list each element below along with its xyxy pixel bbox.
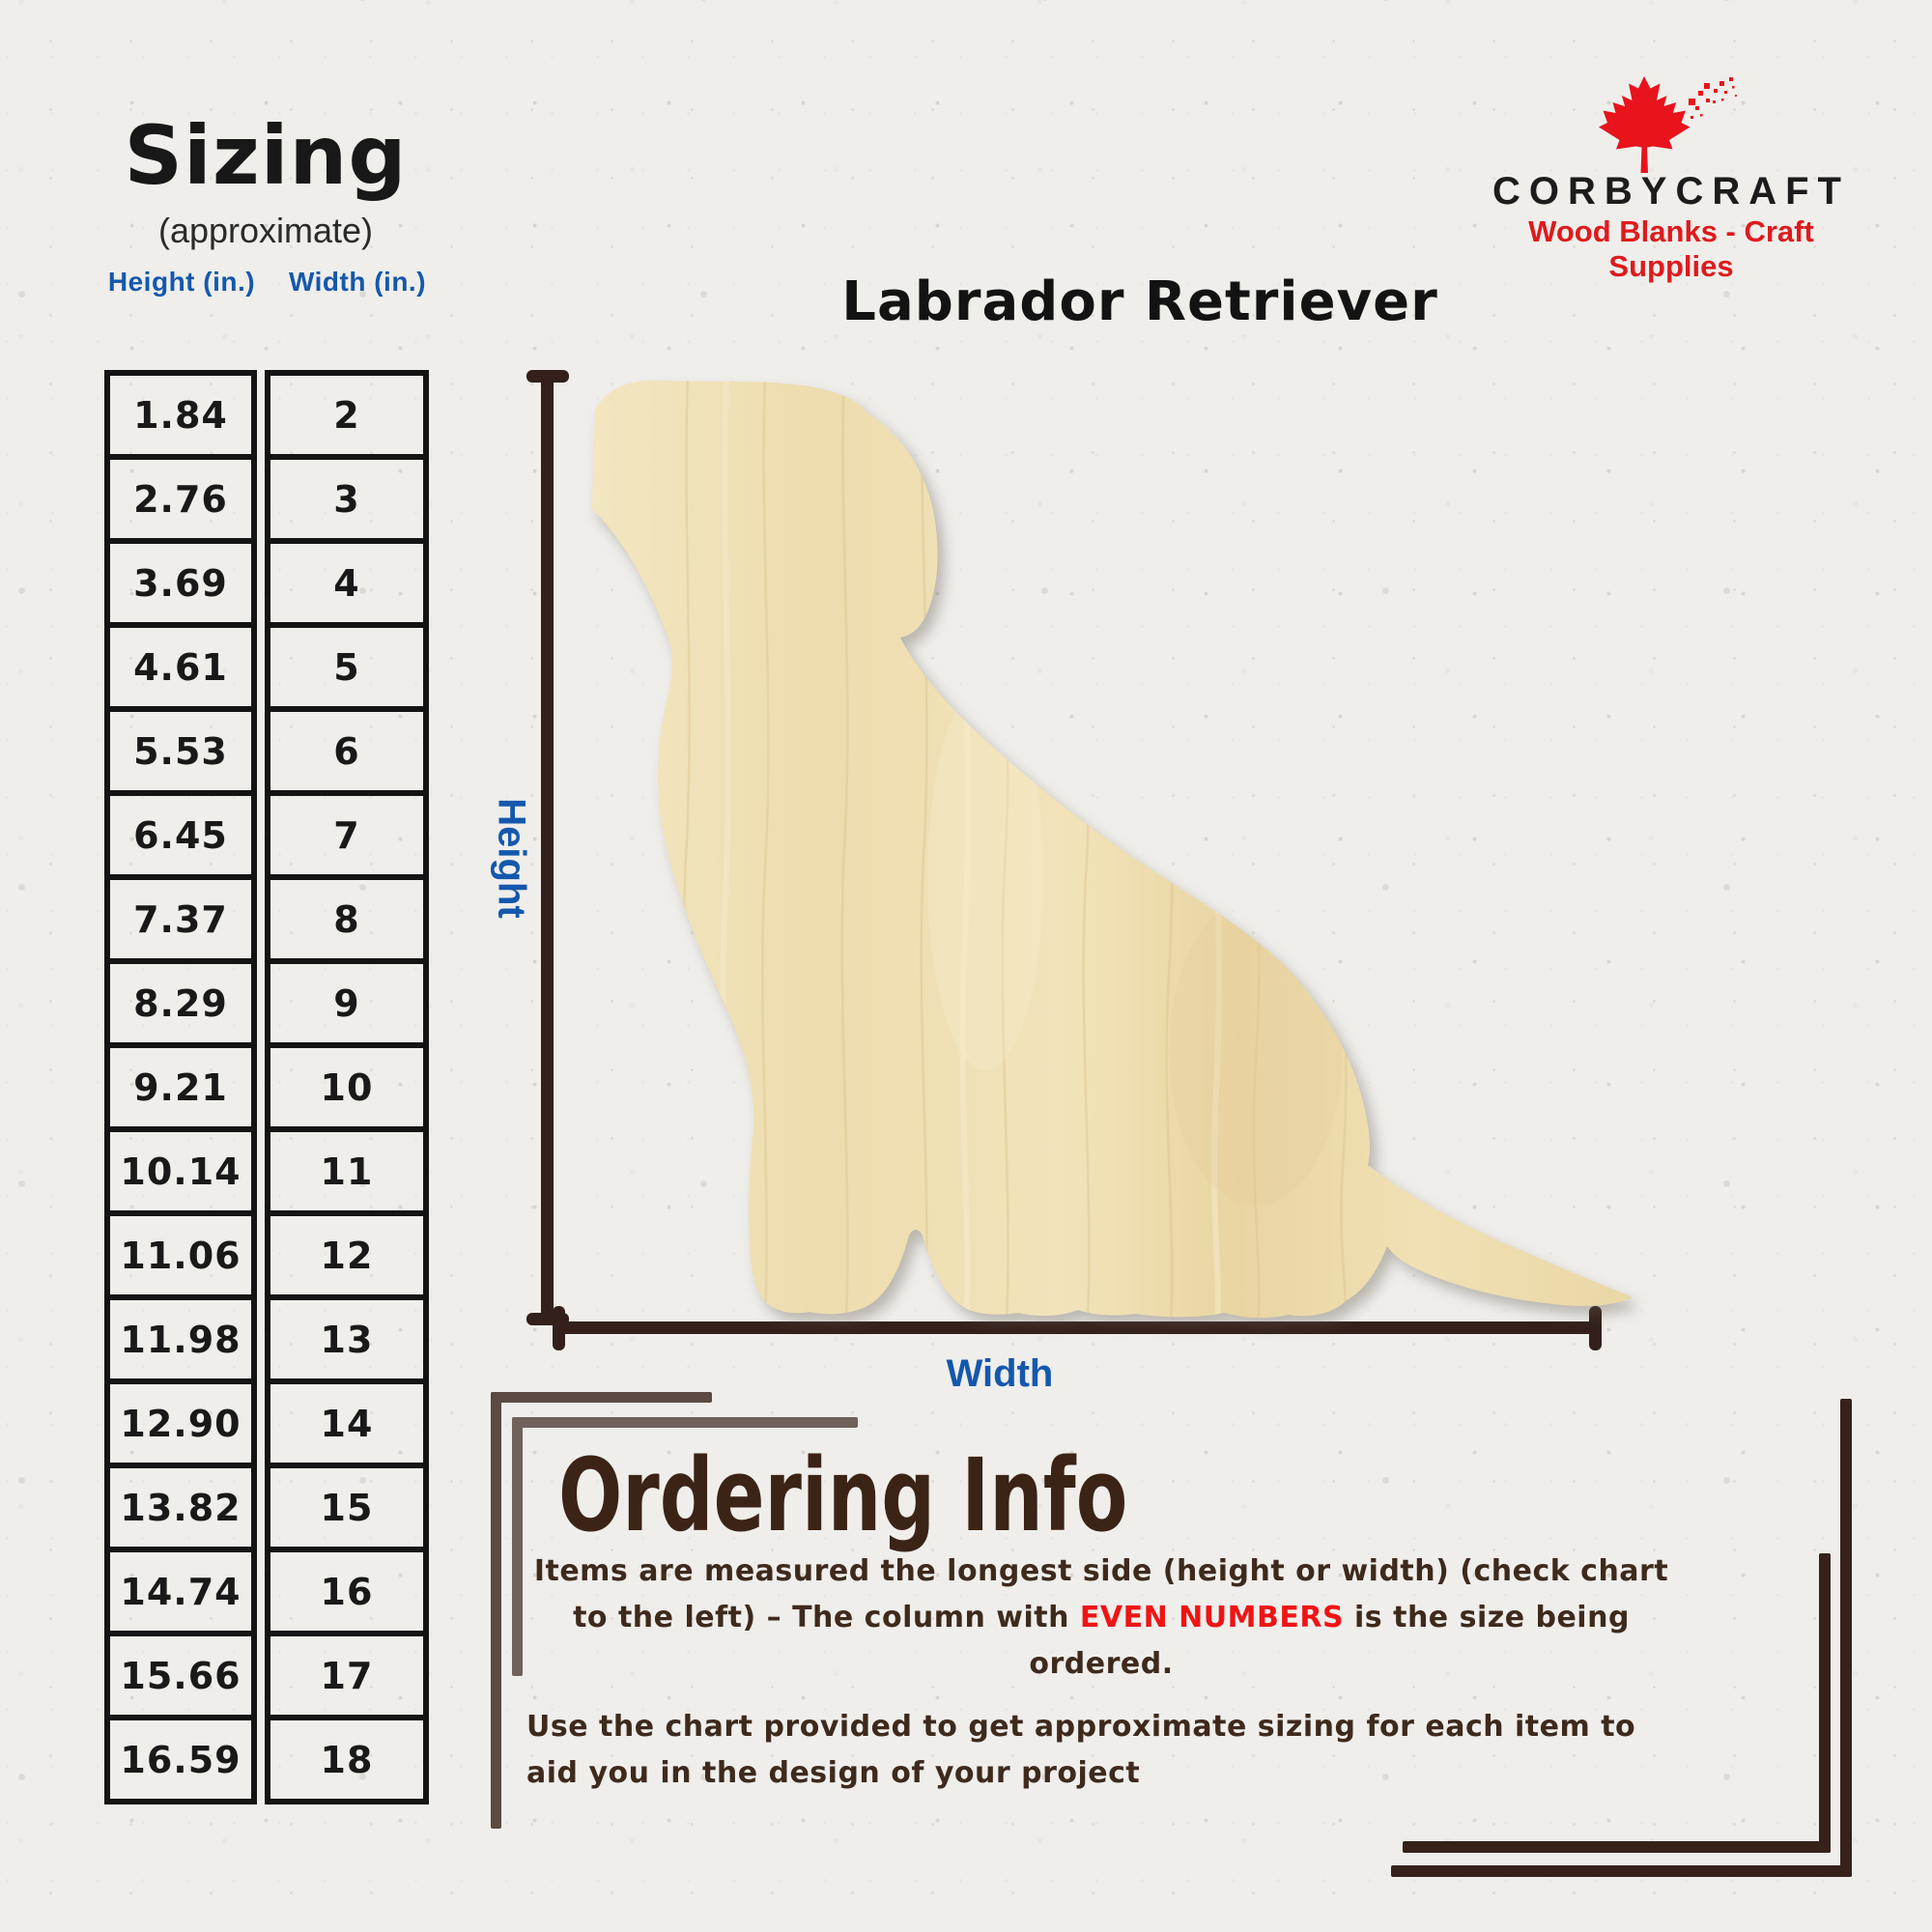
- corner-bracket-bottom-right-outer-vertical: [1840, 1399, 1852, 1877]
- logo-wordmark: CORBYCRAFT: [1492, 170, 1850, 213]
- corner-bracket-top-left-inner: [512, 1417, 858, 1428]
- height-cell: 6.45: [104, 790, 257, 880]
- height-cell: 4.61: [104, 622, 257, 712]
- labrador-wood-blank: [580, 375, 1633, 1321]
- ordering-paragraph-2: Use the chart provided to get approximate sizing for each item to aid you in the design of your project: [526, 1710, 1636, 1790]
- width-cell: 6: [265, 706, 429, 796]
- corner-bracket-top-left-outer-vertical: [491, 1392, 501, 1829]
- height-cell: 11.06: [104, 1210, 257, 1300]
- width-cell: 4: [265, 538, 429, 628]
- height-cell: 10.14: [104, 1126, 257, 1216]
- ordering-paragraph-1: [526, 1548, 1676, 1688]
- height-cell: 2.76: [104, 454, 257, 544]
- corner-bracket-bottom-right-inner: [1403, 1841, 1831, 1853]
- leaf-dust-particles: [1689, 77, 1737, 119]
- corner-bracket-top-left-inner-vertical: [512, 1417, 523, 1676]
- product-title: Labrador Retriever: [841, 270, 1438, 333]
- height-measure-line: [541, 372, 554, 1325]
- even-numbers-highlight: EVEN NUMBERS: [1079, 1601, 1345, 1634]
- maple-leaf-icon: [1596, 73, 1741, 180]
- ordering-info-heading: Ordering Info: [558, 1436, 1128, 1554]
- column-header-width: Width (in.): [288, 267, 427, 297]
- height-cell: 9.21: [104, 1042, 257, 1132]
- width-cell: 7: [265, 790, 429, 880]
- sizing-title: Sizing: [124, 108, 408, 203]
- height-cell: 7.37: [104, 874, 257, 964]
- height-cell: 11.98: [104, 1294, 257, 1384]
- width-cell: 14: [265, 1378, 429, 1468]
- ordering-paragraph-1-post: is the size being ordered.: [1029, 1601, 1630, 1681]
- width-cell: 11: [265, 1126, 429, 1216]
- corner-bracket-top-left-outer: [491, 1392, 712, 1403]
- width-cell: 18: [265, 1715, 429, 1804]
- width-cell: 13: [265, 1294, 429, 1384]
- width-cell: 10: [265, 1042, 429, 1132]
- height-cell: 1.84: [104, 370, 257, 460]
- corner-bracket-bottom-right-inner-vertical: [1819, 1553, 1831, 1853]
- height-cell: 15.66: [104, 1631, 257, 1720]
- height-cell: 8.29: [104, 958, 257, 1048]
- sizing-subtitle: (approximate): [157, 211, 374, 250]
- width-cell: 5: [265, 622, 429, 712]
- labrador-silhouette: [580, 375, 1633, 1321]
- height-cell: 12.90: [104, 1378, 257, 1468]
- height-cell: 5.53: [104, 706, 257, 796]
- column-header-height: Height (in.): [107, 267, 256, 297]
- width-cell: 9: [265, 958, 429, 1048]
- height-measure-cap-top: [526, 370, 569, 383]
- height-cell: 14.74: [104, 1547, 257, 1636]
- width-measure-line: [553, 1321, 1602, 1334]
- width-cell: 3: [265, 454, 429, 544]
- sizing-table-height-column: [104, 370, 257, 1804]
- height-cell: 16.59: [104, 1715, 257, 1804]
- corner-bracket-bottom-right-outer: [1391, 1865, 1852, 1877]
- width-cell: 17: [265, 1631, 429, 1720]
- sizing-table-width-column: [265, 370, 429, 1804]
- height-cell: 3.69: [104, 538, 257, 628]
- width-measure-cap-left: [553, 1306, 565, 1350]
- height-label: Height: [490, 798, 533, 919]
- logo-tagline: Wood Blanks - Craft Supplies: [1528, 214, 1814, 283]
- width-label: Width: [946, 1352, 1054, 1395]
- width-cell: 8: [265, 874, 429, 964]
- width-cell: 15: [265, 1463, 429, 1552]
- height-cell: 13.82: [104, 1463, 257, 1552]
- ordering-paragraph-1-pre: Items are measured the longest side (height or width) (check chart to the left) – The column with: [533, 1554, 1669, 1634]
- width-cell: 2: [265, 370, 429, 460]
- width-cell: 16: [265, 1547, 429, 1636]
- width-cell: 12: [265, 1210, 429, 1300]
